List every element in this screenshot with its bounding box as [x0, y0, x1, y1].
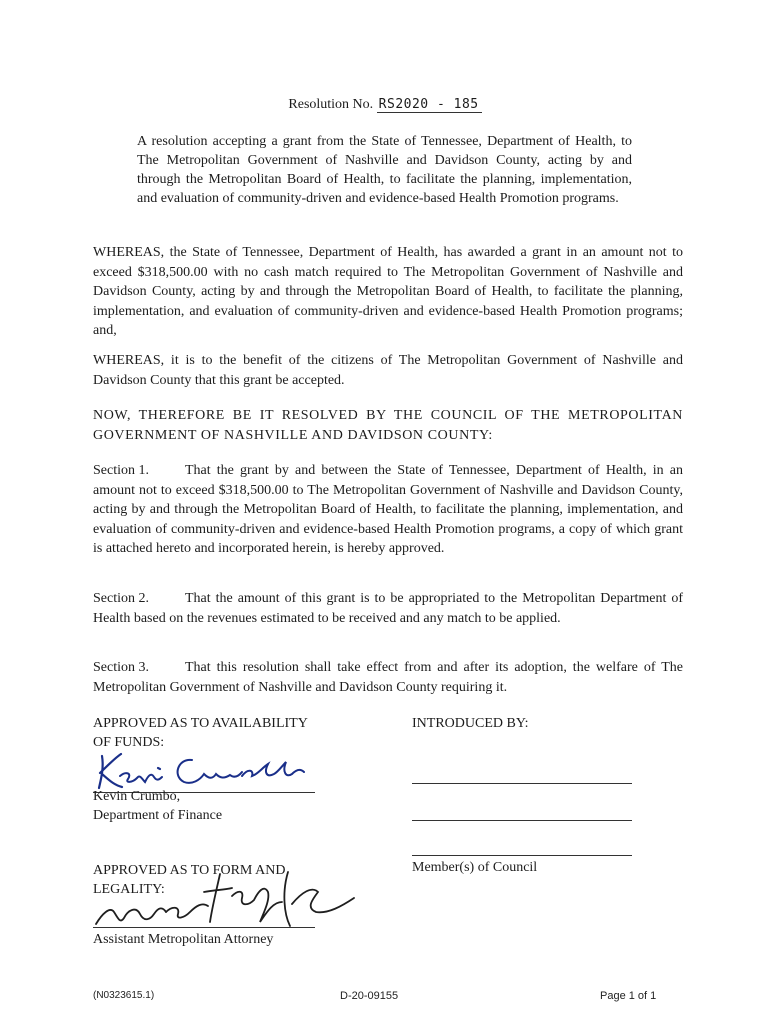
footer-document-id: (N0323615.1) — [93, 990, 155, 1001]
section-2-label: Section 2. — [93, 591, 149, 606]
section-2-text: That the amount of this grant is to be appropriated to the Metropolitan Department of Health based on the revenues estimated to be received and any match to be applied. — [93, 591, 683, 626]
resolved-clause: NOW, THEREFORE BE IT RESOLVED BY THE COUNCIL OF THE METROPOLITAN GOVERNMENT OF NASHVILLE AND DAVIDSON COUNTY: — [93, 408, 683, 443]
council-signature-line-3 — [412, 855, 632, 856]
attorney-signature-line — [93, 927, 315, 928]
finance-department: Department of Finance — [93, 808, 223, 823]
attorney-signature — [92, 862, 362, 937]
introduced-by-label: INTRODUCED BY: — [412, 716, 529, 731]
funds-approval-heading: APPROVED AS TO AVAILABILITY OF FUNDS: — [93, 716, 308, 750]
resolution-label: Resolution No. — [288, 97, 374, 112]
section-1 — [93, 461, 683, 559]
section-2 — [93, 589, 683, 628]
whereas-clause-2: WHEREAS, it is to the benefit of the citizens of The Metropolitan Government of Nashville and Davidson County that this grant be accepted. — [93, 353, 683, 388]
section-1-text: That the grant by and between the State of Tennessee, Department of Health, in an amount not to exceed $318,500.00 to The Metropolitan Government of Nashville and Davidson County, acting by and through the Metropolitan Board of Health, to facilitate the planning, implementation, and evaluation of community-driven and evidence-based Health Promotion programs, a copy of which grant is attached hereto and incorporated herein, is hereby approved. — [93, 463, 683, 556]
attorney-title: Assistant Metropolitan Attorney — [93, 932, 274, 947]
council-members-label: Member(s) of Council — [412, 860, 538, 875]
council-signature-line-1 — [412, 783, 632, 784]
whereas-clause-1: WHEREAS, the State of Tennessee, Department of Health, has awarded a grant in an amount not to exceed $318,500.00 with no cash match required to The Metropolitan Government of Nashville and Davidson County, acting by and through the Metropolitan Board of Health, to facilitate the planning, implementation, and evaluation of community-driven and evidence-based Health Promotion programs; and, — [93, 245, 683, 338]
section-3-text: That this resolution shall take effect from and after its adoption, the welfare of The Metropolitan Government of Nashville and Davidson County requiring it. — [93, 660, 683, 695]
section-3 — [93, 658, 683, 697]
resolution-number-line — [0, 97, 770, 113]
finance-name: Kevin Crumbo, — [93, 789, 181, 804]
section-3-label: Section 3. — [93, 660, 149, 675]
legal-approval-heading: APPROVED AS TO FORM AND LEGALITY: — [93, 863, 286, 897]
section-1-label: Section 1. — [93, 463, 149, 478]
resolution-caption: A resolution accepting a grant from the State of Tennessee, Department of Health, to The Metropolitan Government of Nashville and Davidson County, acting by and through the Metropolitan Board of Health, to facilitate the planning, implementation, and evaluation of community-driven and evidence-based Health Promotion programs. — [137, 134, 632, 206]
council-signature-line-2 — [412, 820, 632, 821]
footer-page-number: Page 1 of 1 — [600, 990, 657, 1002]
finance-signatory — [93, 787, 393, 825]
resolution-number: RS2020 - 185 — [377, 97, 482, 113]
footer-file-number: D-20-09155 — [340, 990, 399, 1002]
